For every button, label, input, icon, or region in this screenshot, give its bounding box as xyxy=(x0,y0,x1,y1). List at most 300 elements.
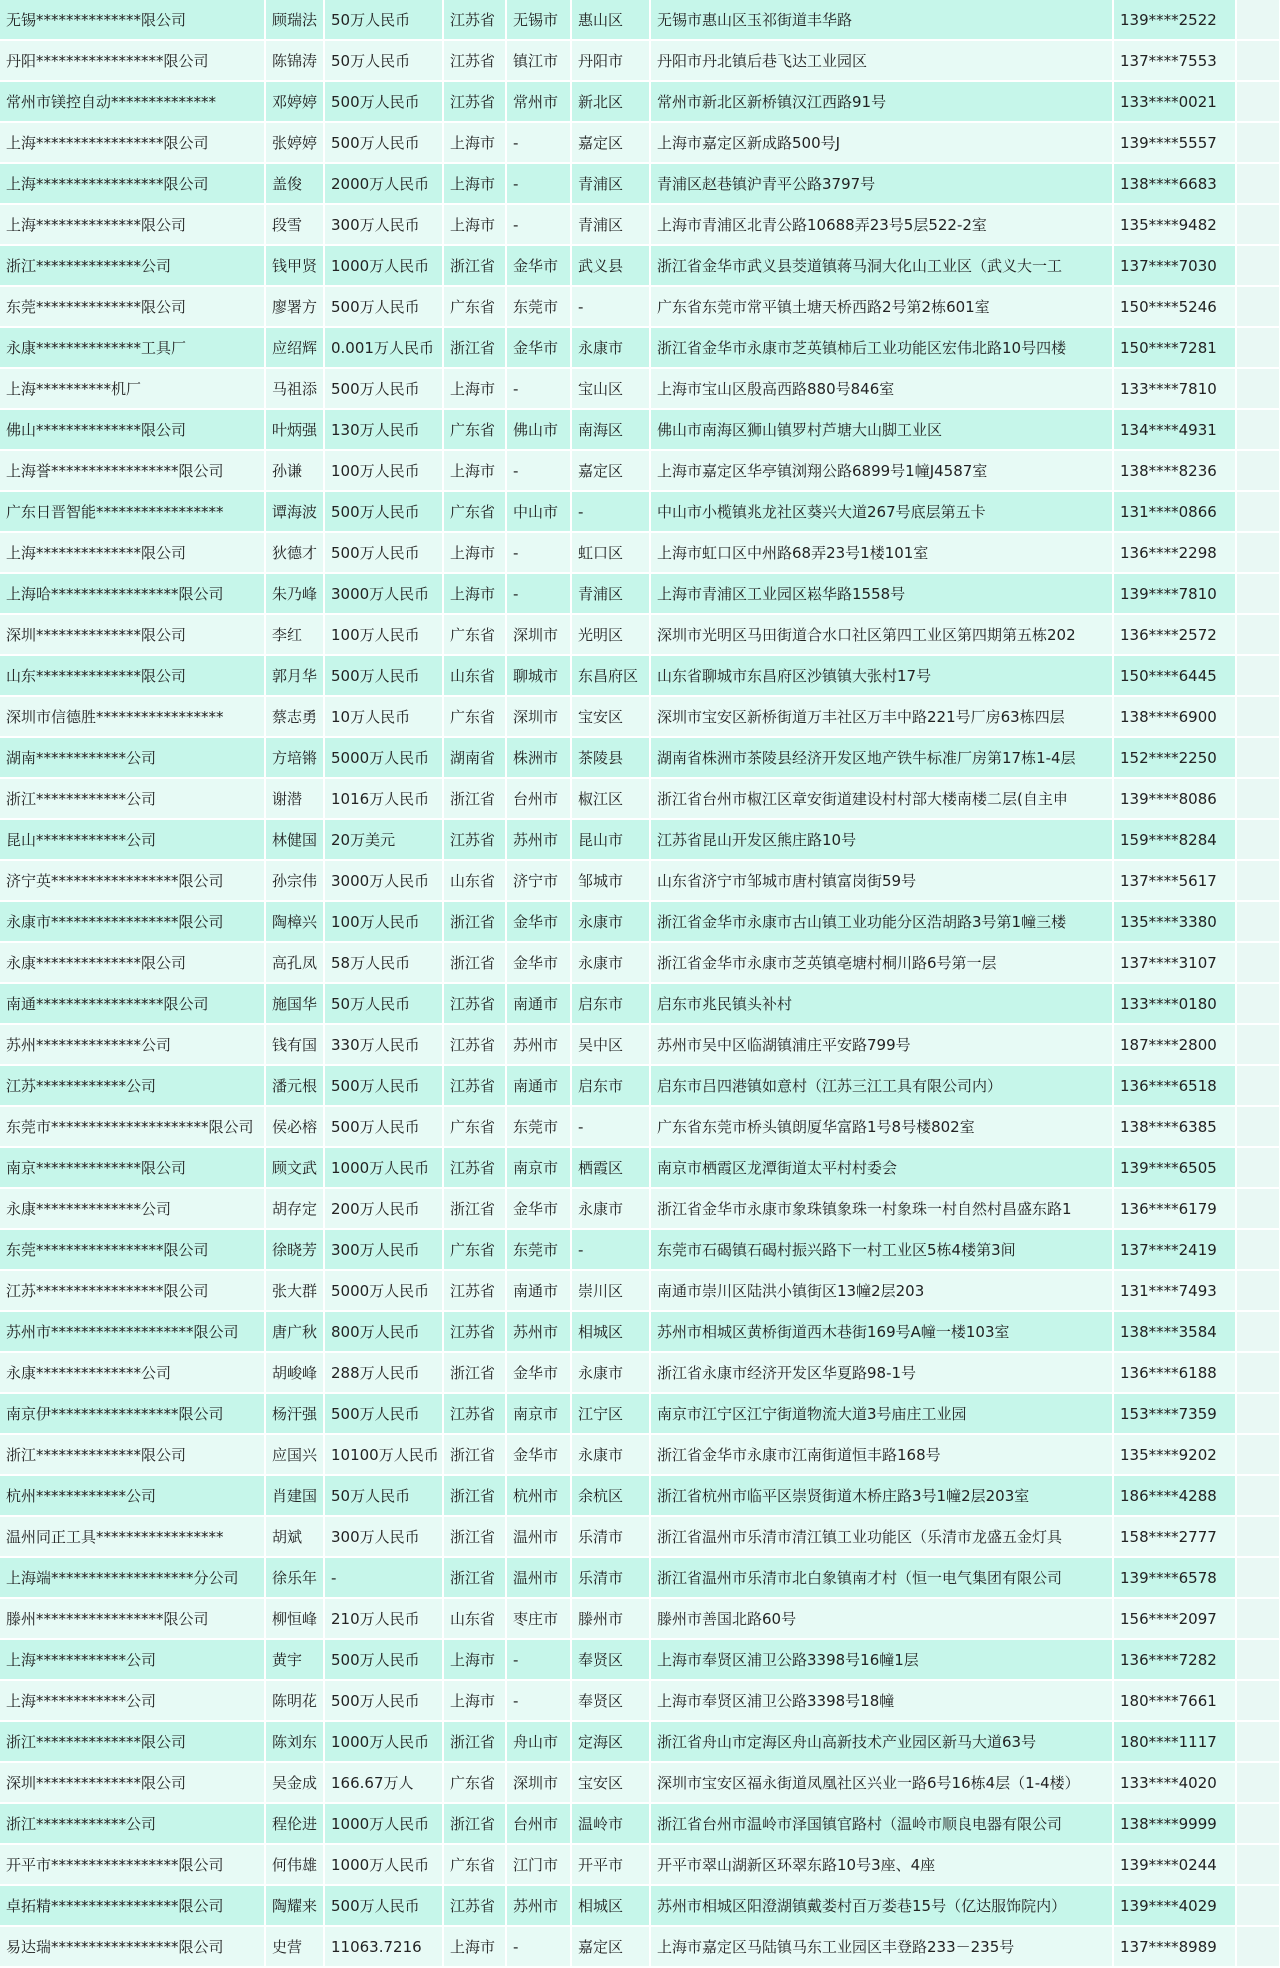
table-row xyxy=(0,1024,1280,1065)
city-cell: 金华市 xyxy=(506,942,571,983)
province-cell: 湖南省 xyxy=(443,737,506,778)
company-name-cell: 浙江************公司 xyxy=(0,778,265,819)
row-margin xyxy=(1236,450,1280,491)
city-cell: 聊城市 xyxy=(506,655,571,696)
city-cell: 南通市 xyxy=(506,983,571,1024)
province-cell: 广东省 xyxy=(443,1106,506,1147)
address-cell: 上海市虹口区中州路68弄23号1楼101室 xyxy=(650,532,1113,573)
province-cell: 广东省 xyxy=(443,696,506,737)
company-name-cell: 上海誉*****************限公司 xyxy=(0,450,265,491)
table-row xyxy=(0,81,1280,122)
address-cell: 苏州市相城区阳澄湖镇戴娄村百万娄巷15号（亿达服饰院内） xyxy=(650,1885,1113,1926)
table-row xyxy=(0,573,1280,614)
province-cell: 浙江省 xyxy=(443,778,506,819)
city-cell: 金华市 xyxy=(506,1352,571,1393)
address-cell: 广东省东莞市桥头镇朗厦华富路1号8号楼802室 xyxy=(650,1106,1113,1147)
province-cell: 广东省 xyxy=(443,409,506,450)
city-cell: 南通市 xyxy=(506,1270,571,1311)
company-name-cell: 永康市*****************限公司 xyxy=(0,901,265,942)
district-cell: 嘉定区 xyxy=(571,1926,650,1967)
row-margin xyxy=(1236,1762,1280,1803)
phone-cell: 136****2298 xyxy=(1113,532,1236,573)
registered-capital-cell: 1000万人民币 xyxy=(324,245,443,286)
address-cell: 上海市嘉定区新成路500号J xyxy=(650,122,1113,163)
district-cell: 相城区 xyxy=(571,1311,650,1352)
row-margin xyxy=(1236,1516,1280,1557)
legal-person-cell: 狄德才 xyxy=(265,532,324,573)
district-cell: 青浦区 xyxy=(571,163,650,204)
district-cell: 吴中区 xyxy=(571,1024,650,1065)
city-cell: 苏州市 xyxy=(506,1024,571,1065)
district-cell: 启东市 xyxy=(571,983,650,1024)
legal-person-cell: 程伦进 xyxy=(265,1803,324,1844)
table-row xyxy=(0,450,1280,491)
registered-capital-cell: 3000万人民币 xyxy=(324,573,443,614)
phone-cell: 180****7661 xyxy=(1113,1680,1236,1721)
city-cell: 苏州市 xyxy=(506,1311,571,1352)
district-cell: - xyxy=(571,286,650,327)
legal-person-cell: 胡峻峰 xyxy=(265,1352,324,1393)
table-row xyxy=(0,286,1280,327)
phone-cell: 137****5617 xyxy=(1113,860,1236,901)
phone-cell: 186****4288 xyxy=(1113,1475,1236,1516)
table-row xyxy=(0,245,1280,286)
city-cell: - xyxy=(506,1680,571,1721)
address-cell: 苏州市相城区黄桥街道西木巷街169号A幢一楼103室 xyxy=(650,1311,1113,1352)
legal-person-cell: 胡存定 xyxy=(265,1188,324,1229)
company-name-cell: 苏州**************公司 xyxy=(0,1024,265,1065)
company-name-cell: 湖南************公司 xyxy=(0,737,265,778)
legal-person-cell: 段雪 xyxy=(265,204,324,245)
district-cell: 茶陵县 xyxy=(571,737,650,778)
company-name-cell: 开平市*****************限公司 xyxy=(0,1844,265,1885)
registered-capital-cell: 500万人民币 xyxy=(324,1065,443,1106)
legal-person-cell: 朱乃峰 xyxy=(265,573,324,614)
province-cell: 浙江省 xyxy=(443,1516,506,1557)
province-cell: 浙江省 xyxy=(443,1352,506,1393)
table-row xyxy=(0,122,1280,163)
registered-capital-cell: 50万人民币 xyxy=(324,1475,443,1516)
city-cell: - xyxy=(506,204,571,245)
city-cell: 南通市 xyxy=(506,1065,571,1106)
phone-cell: 133****0021 xyxy=(1113,81,1236,122)
district-cell: 永康市 xyxy=(571,327,650,368)
province-cell: 上海市 xyxy=(443,1680,506,1721)
legal-person-cell: 施国华 xyxy=(265,983,324,1024)
city-cell: 济宁市 xyxy=(506,860,571,901)
district-cell: 虹口区 xyxy=(571,532,650,573)
city-cell: - xyxy=(506,122,571,163)
legal-person-cell: 潘元根 xyxy=(265,1065,324,1106)
legal-person-cell: 廖署方 xyxy=(265,286,324,327)
legal-person-cell: 史营 xyxy=(265,1926,324,1967)
registered-capital-cell: 500万人民币 xyxy=(324,1885,443,1926)
company-name-cell: 易达瑞*****************限公司 xyxy=(0,1926,265,1967)
address-cell: 开平市翠山湖新区环翠东路10号3座、4座 xyxy=(650,1844,1113,1885)
city-cell: 深圳市 xyxy=(506,614,571,655)
city-cell: 镇江市 xyxy=(506,40,571,81)
city-cell: 金华市 xyxy=(506,245,571,286)
address-cell: 青浦区赵巷镇沪青平公路3797号 xyxy=(650,163,1113,204)
province-cell: 江苏省 xyxy=(443,983,506,1024)
table-row xyxy=(0,1106,1280,1147)
table-row xyxy=(0,737,1280,778)
registered-capital-cell: 300万人民币 xyxy=(324,1516,443,1557)
table-row xyxy=(0,204,1280,245)
table-row xyxy=(0,491,1280,532)
province-cell: 江苏省 xyxy=(443,1065,506,1106)
table-row xyxy=(0,1475,1280,1516)
province-cell: 上海市 xyxy=(443,573,506,614)
legal-person-cell: 顾文武 xyxy=(265,1147,324,1188)
row-margin xyxy=(1236,532,1280,573)
registered-capital-cell: 500万人民币 xyxy=(324,1680,443,1721)
registered-capital-cell: 11063.7216 xyxy=(324,1926,443,1967)
phone-cell: 139****0244 xyxy=(1113,1844,1236,1885)
company-name-cell: 永康**************工具厂 xyxy=(0,327,265,368)
registered-capital-cell: 500万人民币 xyxy=(324,532,443,573)
district-cell: 青浦区 xyxy=(571,573,650,614)
registered-capital-cell: 5000万人民币 xyxy=(324,737,443,778)
province-cell: 江苏省 xyxy=(443,1147,506,1188)
phone-cell: 131****7493 xyxy=(1113,1270,1236,1311)
district-cell: 昆山市 xyxy=(571,819,650,860)
registered-capital-cell: 50万人民币 xyxy=(324,40,443,81)
address-cell: 浙江省杭州市临平区崇贤街道木桥庄路3号1幢2层203室 xyxy=(650,1475,1113,1516)
registered-capital-cell: 500万人民币 xyxy=(324,491,443,532)
registered-capital-cell: 500万人民币 xyxy=(324,655,443,696)
row-margin xyxy=(1236,1147,1280,1188)
company-name-cell: 上海**********机厂 xyxy=(0,368,265,409)
city-cell: 温州市 xyxy=(506,1516,571,1557)
address-cell: 浙江省金华市武义县茭道镇蒋马洞大化山工业区（武义大一工 xyxy=(650,245,1113,286)
table-row xyxy=(0,901,1280,942)
registered-capital-cell: 100万人民币 xyxy=(324,901,443,942)
city-cell: 东莞市 xyxy=(506,1229,571,1270)
district-cell: 栖霞区 xyxy=(571,1147,650,1188)
address-cell: 浙江省台州市椒江区章安街道建设村村部大楼南楼二层(自主申 xyxy=(650,778,1113,819)
registered-capital-cell: 800万人民币 xyxy=(324,1311,443,1352)
row-margin xyxy=(1236,942,1280,983)
row-margin xyxy=(1236,860,1280,901)
address-cell: 浙江省金华市永康市江南街道恒丰路168号 xyxy=(650,1434,1113,1475)
row-margin xyxy=(1236,491,1280,532)
registered-capital-cell: 2000万人民币 xyxy=(324,163,443,204)
address-cell: 上海市嘉定区华亭镇浏翔公路6899号1幢J4587室 xyxy=(650,450,1113,491)
table-row xyxy=(0,1680,1280,1721)
province-cell: 浙江省 xyxy=(443,1803,506,1844)
registered-capital-cell: 166.67万人 xyxy=(324,1762,443,1803)
city-cell: 金华市 xyxy=(506,1434,571,1475)
phone-cell: 158****2777 xyxy=(1113,1516,1236,1557)
district-cell: 宝安区 xyxy=(571,1762,650,1803)
phone-cell: 139****2522 xyxy=(1113,0,1236,40)
row-margin xyxy=(1236,409,1280,450)
province-cell: 浙江省 xyxy=(443,1434,506,1475)
address-cell: 浙江省金华市永康市象珠镇象珠一村象珠一村自然村昌盛东路1 xyxy=(650,1188,1113,1229)
legal-person-cell: 李红 xyxy=(265,614,324,655)
address-cell: 东莞市石碣镇石碣村振兴路下一村工业区5栋4楼第3间 xyxy=(650,1229,1113,1270)
legal-person-cell: 胡斌 xyxy=(265,1516,324,1557)
address-cell: 深圳市宝安区新桥街道万丰社区万丰中路221号厂房63栋四层 xyxy=(650,696,1113,737)
company-name-cell: 上海************公司 xyxy=(0,1680,265,1721)
company-name-cell: 上海************公司 xyxy=(0,1639,265,1680)
phone-cell: 135****9202 xyxy=(1113,1434,1236,1475)
table-row xyxy=(0,1721,1280,1762)
registered-capital-cell: 1016万人民币 xyxy=(324,778,443,819)
company-name-cell: 苏州市*******************限公司 xyxy=(0,1311,265,1352)
company-name-cell: 山东**************限公司 xyxy=(0,655,265,696)
phone-cell: 136****6518 xyxy=(1113,1065,1236,1106)
phone-cell: 137****3107 xyxy=(1113,942,1236,983)
district-cell: 东昌府区 xyxy=(571,655,650,696)
row-margin xyxy=(1236,286,1280,327)
address-cell: 上海市奉贤区浦卫公路3398号16幢1层 xyxy=(650,1639,1113,1680)
row-margin xyxy=(1236,1926,1280,1967)
phone-cell: 150****7281 xyxy=(1113,327,1236,368)
address-cell: 浙江省金华市永康市芝英镇柿后工业功能区宏伟北路10号四楼 xyxy=(650,327,1113,368)
company-name-cell: 上海哈*****************限公司 xyxy=(0,573,265,614)
registered-capital-cell: 500万人民币 xyxy=(324,81,443,122)
phone-cell: 137****8989 xyxy=(1113,1926,1236,1967)
registered-capital-cell: 58万人民币 xyxy=(324,942,443,983)
city-cell: 常州市 xyxy=(506,81,571,122)
phone-cell: 138****6900 xyxy=(1113,696,1236,737)
legal-person-cell: 徐乐年 xyxy=(265,1557,324,1598)
province-cell: 江苏省 xyxy=(443,1393,506,1434)
company-name-cell: 滕州*****************限公司 xyxy=(0,1598,265,1639)
registered-capital-cell: 1000万人民币 xyxy=(324,1803,443,1844)
table-row xyxy=(0,1188,1280,1229)
table-row xyxy=(0,819,1280,860)
company-name-cell: 上海*****************限公司 xyxy=(0,122,265,163)
district-cell: 奉贤区 xyxy=(571,1639,650,1680)
phone-cell: 138****6385 xyxy=(1113,1106,1236,1147)
city-cell: 株洲市 xyxy=(506,737,571,778)
district-cell: 宝安区 xyxy=(571,696,650,737)
phone-cell: 135****9482 xyxy=(1113,204,1236,245)
registered-capital-cell: 20万美元 xyxy=(324,819,443,860)
table-row xyxy=(0,1393,1280,1434)
registered-capital-cell: 500万人民币 xyxy=(324,286,443,327)
district-cell: 椒江区 xyxy=(571,778,650,819)
phone-cell: 150****6445 xyxy=(1113,655,1236,696)
phone-cell: 139****8086 xyxy=(1113,778,1236,819)
table-row xyxy=(0,1598,1280,1639)
row-margin xyxy=(1236,1803,1280,1844)
province-cell: 上海市 xyxy=(443,1639,506,1680)
company-name-cell: 丹阳*****************限公司 xyxy=(0,40,265,81)
company-name-cell: 东莞*****************限公司 xyxy=(0,1229,265,1270)
address-cell: 浙江省金华市永康市芝英镇亳塘村桐川路6号第一层 xyxy=(650,942,1113,983)
province-cell: 江苏省 xyxy=(443,1024,506,1065)
phone-cell: 156****2097 xyxy=(1113,1598,1236,1639)
company-name-cell: 深圳市信德胜***************** xyxy=(0,696,265,737)
legal-person-cell: 邓婷婷 xyxy=(265,81,324,122)
legal-person-cell: 唐广秋 xyxy=(265,1311,324,1352)
legal-person-cell: 叶炳强 xyxy=(265,409,324,450)
legal-person-cell: 肖建国 xyxy=(265,1475,324,1516)
phone-cell: 187****2800 xyxy=(1113,1024,1236,1065)
table-row xyxy=(0,409,1280,450)
company-name-cell: 深圳**************限公司 xyxy=(0,1762,265,1803)
address-cell: 滕州市善国北路60号 xyxy=(650,1598,1113,1639)
legal-person-cell: 张大群 xyxy=(265,1270,324,1311)
legal-person-cell: 陶樟兴 xyxy=(265,901,324,942)
company-name-cell: 卓拓精*****************限公司 xyxy=(0,1885,265,1926)
table-row xyxy=(0,368,1280,409)
company-name-cell: 南京伊*****************限公司 xyxy=(0,1393,265,1434)
legal-person-cell: 徐晓芳 xyxy=(265,1229,324,1270)
company-name-cell: 杭州************公司 xyxy=(0,1475,265,1516)
city-cell: 苏州市 xyxy=(506,819,571,860)
address-cell: 无锡市惠山区玉祁街道丰华路 xyxy=(650,0,1113,40)
phone-cell: 136****7282 xyxy=(1113,1639,1236,1680)
table-row xyxy=(0,1229,1280,1270)
row-margin xyxy=(1236,901,1280,942)
city-cell: - xyxy=(506,163,571,204)
phone-cell: 152****2250 xyxy=(1113,737,1236,778)
address-cell: 山东省聊城市东昌府区沙镇镇大张村17号 xyxy=(650,655,1113,696)
city-cell: 台州市 xyxy=(506,778,571,819)
address-cell: 启东市兆民镇头补村 xyxy=(650,983,1113,1024)
province-cell: 山东省 xyxy=(443,860,506,901)
address-cell: 山东省济宁市邹城市唐村镇富岗街59号 xyxy=(650,860,1113,901)
table-row xyxy=(0,163,1280,204)
row-margin xyxy=(1236,122,1280,163)
row-margin xyxy=(1236,1680,1280,1721)
registered-capital-cell: - xyxy=(324,1557,443,1598)
company-name-cell: 温州同正工具***************** xyxy=(0,1516,265,1557)
row-margin xyxy=(1236,778,1280,819)
address-cell: 浙江省温州市乐清市清江镇工业功能区（乐清市龙盛五金灯具 xyxy=(650,1516,1113,1557)
phone-cell: 150****5246 xyxy=(1113,286,1236,327)
registered-capital-cell: 500万人民币 xyxy=(324,1393,443,1434)
row-margin xyxy=(1236,81,1280,122)
row-margin xyxy=(1236,0,1280,40)
registered-capital-cell: 0.001万人民币 xyxy=(324,327,443,368)
table-row xyxy=(0,1352,1280,1393)
legal-person-cell: 谭海波 xyxy=(265,491,324,532)
province-cell: 浙江省 xyxy=(443,1188,506,1229)
phone-cell: 138****8236 xyxy=(1113,450,1236,491)
city-cell: 江门市 xyxy=(506,1844,571,1885)
legal-person-cell: 林健国 xyxy=(265,819,324,860)
legal-person-cell: 吴金成 xyxy=(265,1762,324,1803)
row-margin xyxy=(1236,655,1280,696)
city-cell: 佛山市 xyxy=(506,409,571,450)
table-row xyxy=(0,655,1280,696)
phone-cell: 139****7810 xyxy=(1113,573,1236,614)
city-cell: 杭州市 xyxy=(506,1475,571,1516)
legal-person-cell: 黄宇 xyxy=(265,1639,324,1680)
province-cell: 上海市 xyxy=(443,204,506,245)
row-margin xyxy=(1236,245,1280,286)
province-cell: 山东省 xyxy=(443,1598,506,1639)
address-cell: 上海市宝山区殷高西路880号846室 xyxy=(650,368,1113,409)
company-name-cell: 江苏************公司 xyxy=(0,1065,265,1106)
province-cell: 上海市 xyxy=(443,122,506,163)
province-cell: 浙江省 xyxy=(443,1721,506,1762)
row-margin xyxy=(1236,1639,1280,1680)
district-cell: 余杭区 xyxy=(571,1475,650,1516)
province-cell: 上海市 xyxy=(443,1926,506,1967)
city-cell: 金华市 xyxy=(506,1188,571,1229)
company-name-cell: 上海*****************限公司 xyxy=(0,163,265,204)
company-name-cell: 江苏*****************限公司 xyxy=(0,1270,265,1311)
province-cell: 江苏省 xyxy=(443,1885,506,1926)
legal-person-cell: 孙谦 xyxy=(265,450,324,491)
row-margin xyxy=(1236,1598,1280,1639)
company-name-cell: 佛山**************限公司 xyxy=(0,409,265,450)
district-cell: 武义县 xyxy=(571,245,650,286)
company-name-cell: 上海端*******************分公司 xyxy=(0,1557,265,1598)
address-cell: 浙江省温州市乐清市北白象镇南才村（恒一电气集团有限公司 xyxy=(650,1557,1113,1598)
district-cell: 滕州市 xyxy=(571,1598,650,1639)
row-margin xyxy=(1236,1434,1280,1475)
phone-cell: 135****3380 xyxy=(1113,901,1236,942)
phone-cell: 136****6179 xyxy=(1113,1188,1236,1229)
row-margin xyxy=(1236,1106,1280,1147)
district-cell: 永康市 xyxy=(571,901,650,942)
phone-cell: 139****6578 xyxy=(1113,1557,1236,1598)
province-cell: 上海市 xyxy=(443,368,506,409)
company-name-cell: 无锡**************限公司 xyxy=(0,0,265,40)
phone-cell: 139****5557 xyxy=(1113,122,1236,163)
address-cell: 丹阳市丹北镇后巷飞达工业园区 xyxy=(650,40,1113,81)
registered-capital-cell: 500万人民币 xyxy=(324,1106,443,1147)
province-cell: 江苏省 xyxy=(443,1311,506,1352)
address-cell: 佛山市南海区狮山镇罗村芦塘大山脚工业区 xyxy=(650,409,1113,450)
company-name-cell: 东莞市*********************限公司 xyxy=(0,1106,265,1147)
province-cell: 广东省 xyxy=(443,614,506,655)
registered-capital-cell: 500万人民币 xyxy=(324,368,443,409)
city-cell: 东莞市 xyxy=(506,286,571,327)
address-cell: 广东省东莞市常平镇土塘天桥西路2号第2栋601室 xyxy=(650,286,1113,327)
address-cell: 上海市嘉定区马陆镇马东工业园区丰登路233－235号 xyxy=(650,1926,1113,1967)
province-cell: 浙江省 xyxy=(443,245,506,286)
district-cell: - xyxy=(571,1229,650,1270)
phone-cell: 138****9999 xyxy=(1113,1803,1236,1844)
row-margin xyxy=(1236,1188,1280,1229)
district-cell: 光明区 xyxy=(571,614,650,655)
province-cell: 江苏省 xyxy=(443,81,506,122)
district-cell: 邹城市 xyxy=(571,860,650,901)
table-row xyxy=(0,860,1280,901)
legal-person-cell: 盖俊 xyxy=(265,163,324,204)
address-cell: 上海市奉贤区浦卫公路3398号18幢 xyxy=(650,1680,1113,1721)
registered-capital-cell: 330万人民币 xyxy=(324,1024,443,1065)
province-cell: 广东省 xyxy=(443,1229,506,1270)
registered-capital-cell: 3000万人民币 xyxy=(324,860,443,901)
city-cell: 温州市 xyxy=(506,1557,571,1598)
city-cell: 台州市 xyxy=(506,1803,571,1844)
district-cell: 永康市 xyxy=(571,942,650,983)
table-row xyxy=(0,0,1280,40)
legal-person-cell: 顾瑞法 xyxy=(265,0,324,40)
district-cell: 惠山区 xyxy=(571,0,650,40)
phone-cell: 180****1117 xyxy=(1113,1721,1236,1762)
row-margin xyxy=(1236,1352,1280,1393)
company-name-cell: 永康**************公司 xyxy=(0,1352,265,1393)
legal-person-cell: 谢潜 xyxy=(265,778,324,819)
company-name-cell: 深圳**************限公司 xyxy=(0,614,265,655)
legal-person-cell: 钱有国 xyxy=(265,1024,324,1065)
registered-capital-cell: 50万人民币 xyxy=(324,983,443,1024)
province-cell: 上海市 xyxy=(443,163,506,204)
phone-cell: 137****7553 xyxy=(1113,40,1236,81)
district-cell: - xyxy=(571,1106,650,1147)
